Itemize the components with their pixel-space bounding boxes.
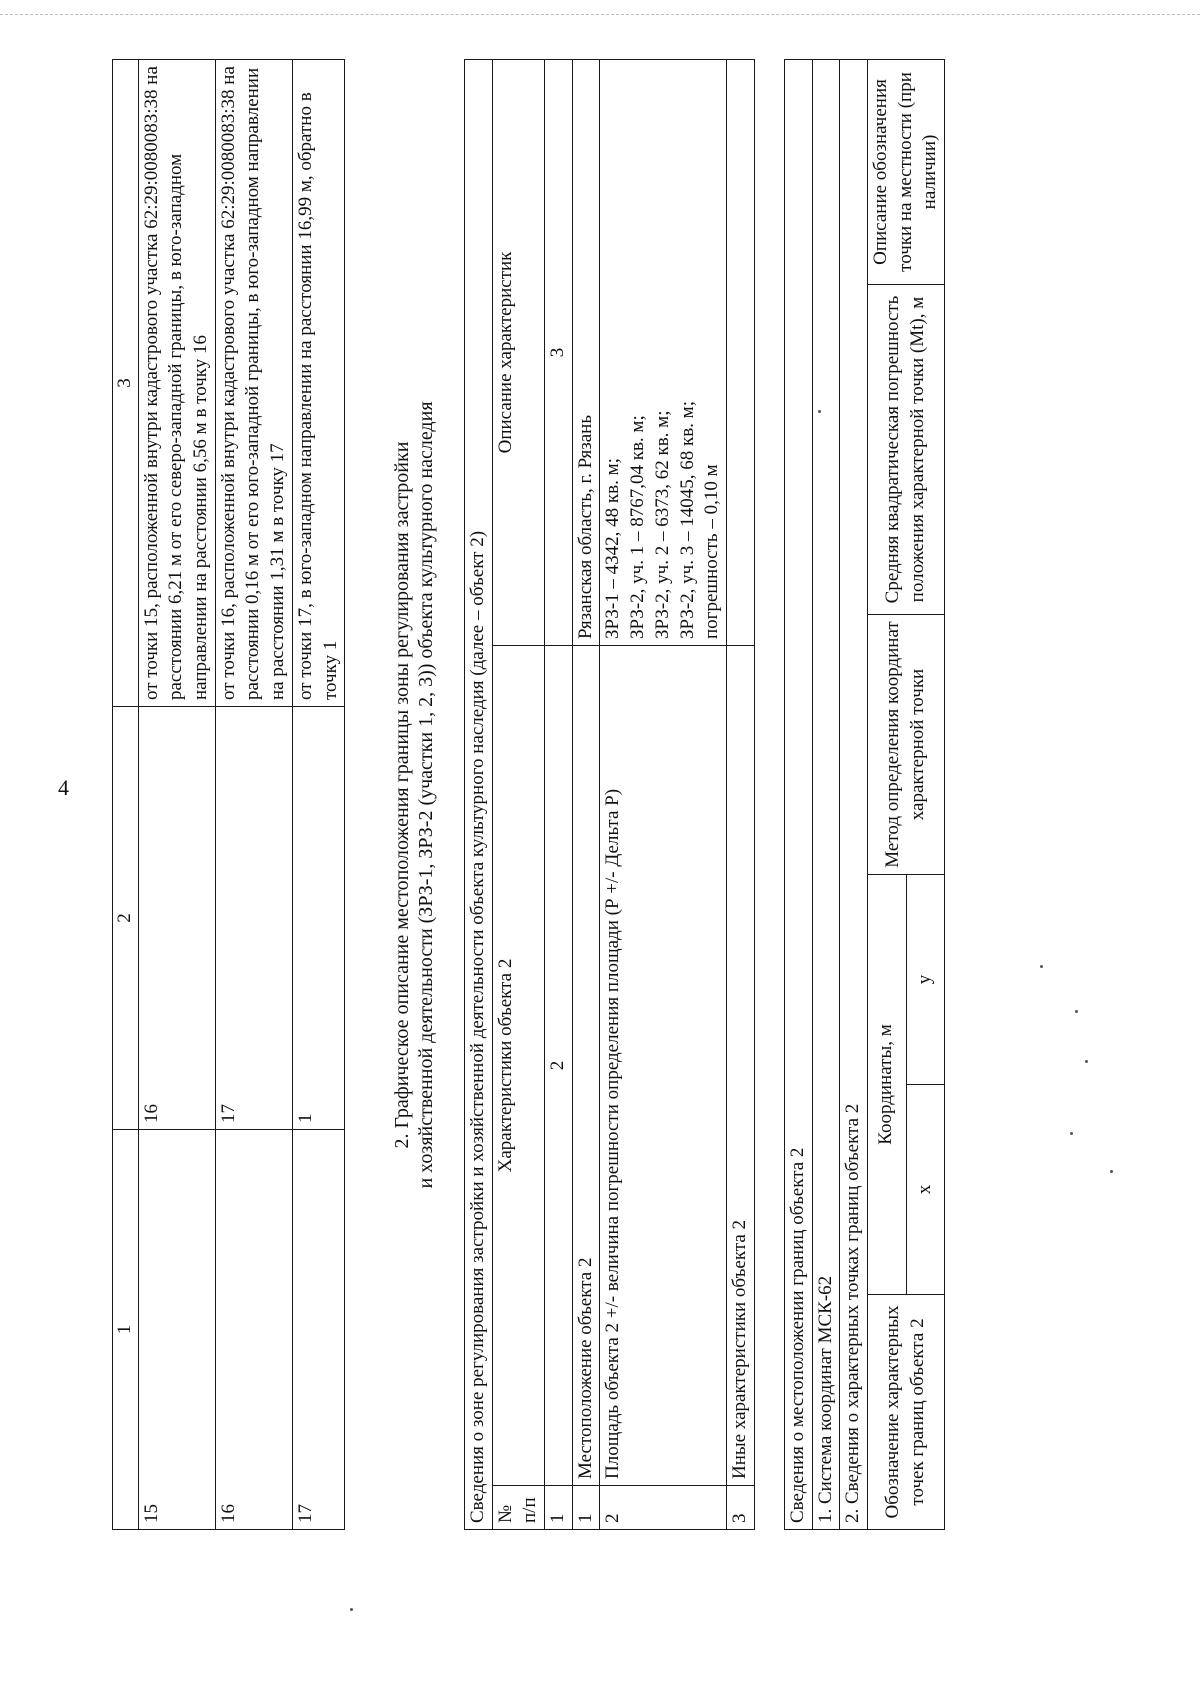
value-line: Рязанская область, г. Рязань bbox=[574, 414, 596, 639]
page-number: 4 bbox=[58, 775, 69, 800]
row-number: 2 bbox=[600, 1486, 726, 1530]
table-title-row bbox=[465, 59, 493, 1529]
characteristic-value bbox=[600, 59, 726, 645]
section-heading bbox=[390, 60, 438, 1530]
segment-description: от точки 17, в юго-западном направлении на расстоянии 16,99 м, обратно в точку 1 bbox=[292, 60, 344, 707]
point-from: 15 bbox=[138, 1130, 215, 1530]
header-point-designation: Обозначение характерных точек границ объекта 2 bbox=[868, 1295, 945, 1530]
header-cell: 3 bbox=[113, 60, 139, 707]
characteristic-name: Площадь объекта 2 +/- величина погрешности определения площади (Р +/- Дельта Р) bbox=[600, 646, 726, 1486]
header-point-description: Описание обозначения точки на местности (при наличии) bbox=[868, 59, 945, 284]
table-row bbox=[292, 60, 344, 1530]
table-header-row bbox=[868, 59, 907, 1529]
characteristic-value bbox=[726, 59, 754, 645]
object-characteristics-table bbox=[464, 59, 755, 1530]
coordinate-system: 1. Система координат МСК-62 bbox=[812, 59, 840, 1529]
section-heading-line: 2. Графическое описание местоположения границы зоны регулирования застройки bbox=[391, 441, 413, 1149]
value-line: ЗРЗ-2, уч. 3 – 14045, 68 кв. м; bbox=[676, 401, 698, 639]
column-number: 1 bbox=[545, 1486, 573, 1530]
point-to: 16 bbox=[138, 707, 215, 1130]
section-heading-line: и хозяйственной деятельности (ЗРЗ-1, ЗРЗ-2 (участки 1, 2, 3)) объекта культурного наследия bbox=[415, 401, 437, 1189]
scan-speck bbox=[350, 1608, 353, 1611]
scan-speck bbox=[818, 410, 821, 413]
scan-edge-line bbox=[0, 14, 1200, 15]
scan-speck bbox=[1110, 1170, 1113, 1173]
table-row bbox=[215, 60, 292, 1530]
column-number: 2 bbox=[545, 646, 573, 1486]
header-method: Метод определения координат характерной точки bbox=[868, 615, 945, 875]
row-number: 1 bbox=[572, 1486, 600, 1530]
characteristic-value bbox=[572, 59, 600, 645]
header-y: y bbox=[906, 875, 945, 1085]
point-to: 17 bbox=[215, 707, 292, 1130]
table-row bbox=[572, 59, 600, 1529]
table-header-row bbox=[492, 59, 544, 1529]
segment-description: от точки 15, расположенной внутри кадастрового участка 62:29:0080083:38 на расстоянии 6,21 м от его северо-западной границы, в юго-западном направлении на расстоянии 6,56 м в точку 16 bbox=[138, 60, 215, 707]
column-number: 3 bbox=[545, 59, 573, 645]
coordinate-system-row bbox=[812, 59, 840, 1529]
header-cell: 2 bbox=[113, 707, 139, 1130]
table-header-row bbox=[113, 60, 139, 1530]
boundary-points-table bbox=[784, 59, 945, 1530]
table-subtitle-row bbox=[840, 59, 868, 1529]
segment-description: от точки 16, расположенной внутри кадастрового участка 62:29:0080083:38 на расстоянии 0,16 м от его юго-западной границы, в юго-западном направлении на расстоянии 1,31 м в точку 17 bbox=[215, 60, 292, 707]
point-from: 16 bbox=[215, 1130, 292, 1530]
column-number-row bbox=[545, 59, 573, 1529]
header-cell: 1 bbox=[113, 1130, 139, 1530]
value-line: ЗРЗ-2, уч. 1 – 8767,04 кв. м; bbox=[627, 415, 649, 639]
point-from: 17 bbox=[292, 1130, 344, 1530]
header-coordinates: Координаты, м bbox=[868, 875, 907, 1295]
table-row bbox=[600, 59, 726, 1529]
value-line: погрешность – 0,10 м bbox=[701, 464, 723, 639]
characteristic-name: Местоположение объекта 2 bbox=[572, 646, 600, 1486]
value-line: ЗРЗ-1 – 4342, 48 кв. м; bbox=[602, 458, 624, 639]
table-row bbox=[138, 60, 215, 1530]
header-no: № п/п bbox=[492, 1486, 544, 1530]
table-row bbox=[726, 59, 754, 1529]
boundary-description-table bbox=[112, 59, 345, 1530]
scan-speck bbox=[1070, 1132, 1073, 1135]
value-line: ЗРЗ-2, уч. 2 – 6373, 62 кв. м; bbox=[651, 410, 673, 639]
header-characteristics: Характеристики объекта 2 bbox=[492, 646, 544, 1486]
header-error: Средняя квадратическая погрешность положения характерной точки (Mt), м bbox=[868, 285, 945, 615]
scan-speck bbox=[1085, 1060, 1088, 1063]
table-title: Сведения о зоне регулирования застройки и хозяйственной деятельности объекта культурного наследия (далее – объект 2) bbox=[465, 59, 493, 1529]
table-title: Сведения о местоположении границ объекта 2 bbox=[785, 59, 813, 1529]
table-title-row bbox=[785, 59, 813, 1529]
characteristic-name: Иные характеристики объекта 2 bbox=[726, 646, 754, 1486]
header-x: x bbox=[906, 1085, 945, 1295]
row-number: 3 bbox=[726, 1486, 754, 1530]
header-description: Описание характеристик bbox=[492, 59, 544, 645]
rotated-page-content bbox=[112, 60, 1112, 1530]
table-subtitle: 2. Сведения о характерных точках границ объекта 2 bbox=[840, 59, 868, 1529]
scan-speck bbox=[1075, 1010, 1078, 1013]
scan-speck bbox=[1040, 965, 1043, 968]
point-to: 1 bbox=[292, 707, 344, 1130]
